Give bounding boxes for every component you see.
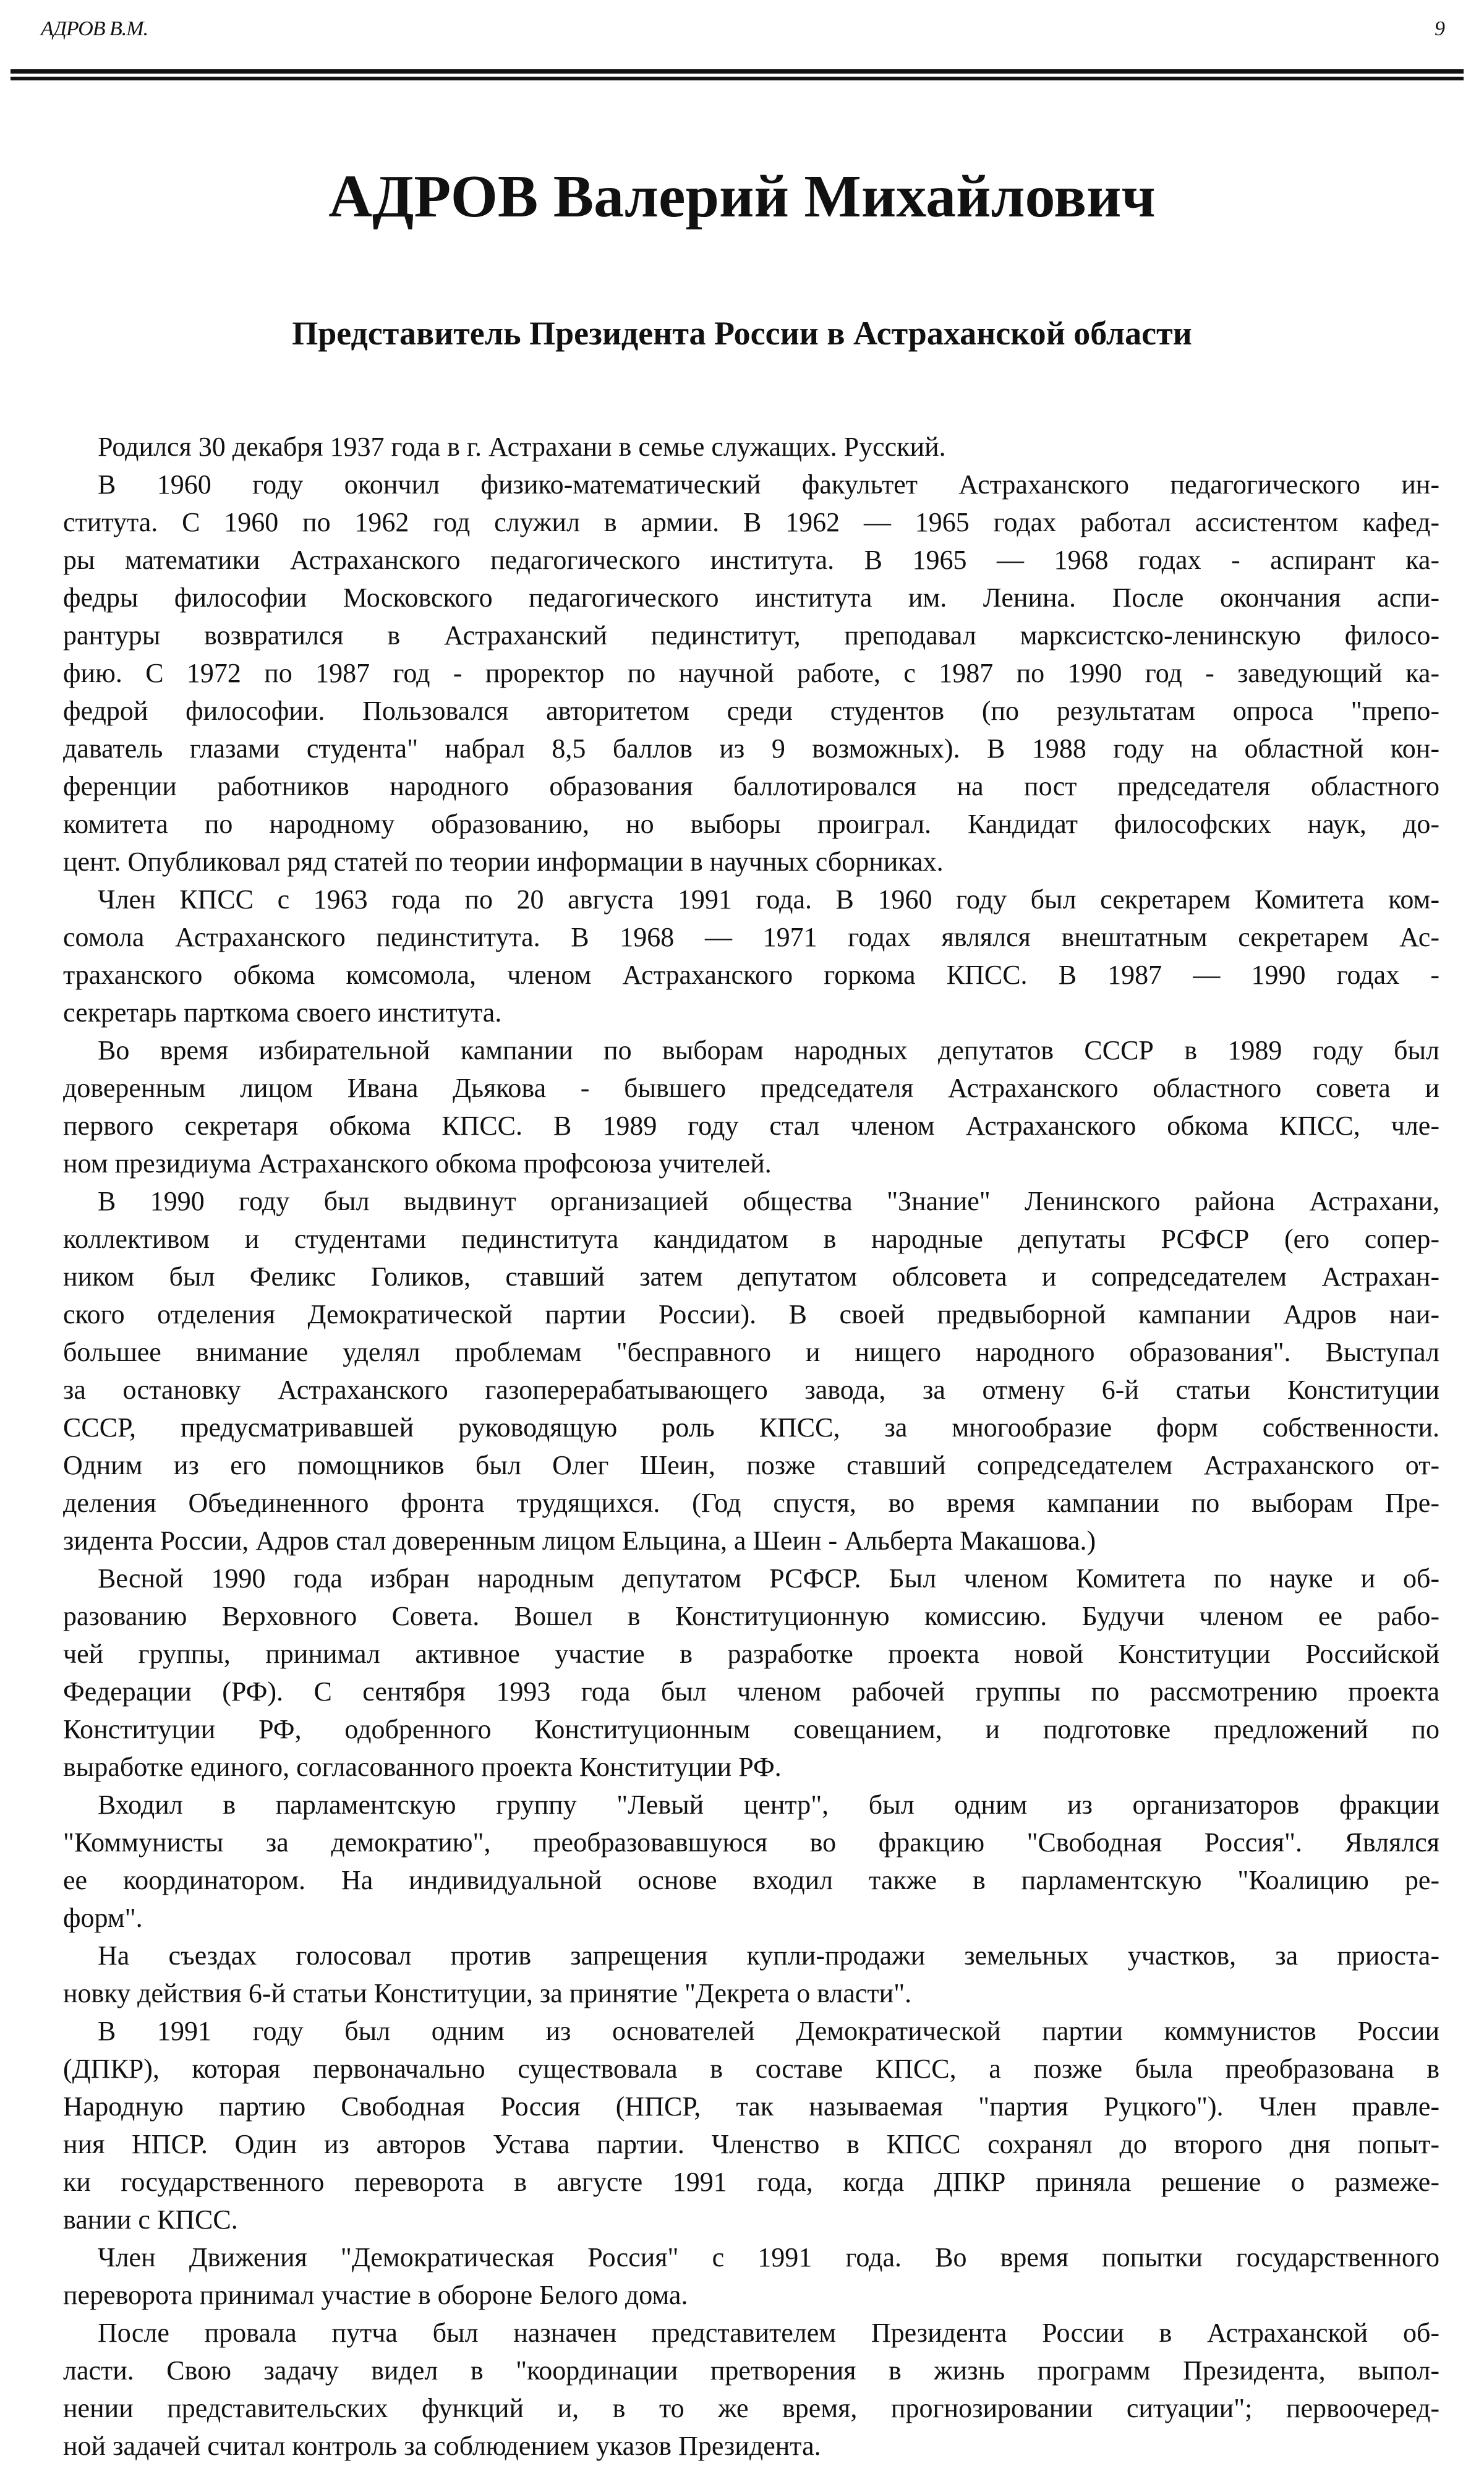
text-line: нении представительских функций и, в то же время, прогнозировании ситуации"; первоочеред- <box>63 2393 1439 2423</box>
text-line: Входил в парламентскую группу "Левый центр", был одним из организаторов фракции <box>98 1790 1439 1820</box>
text-line: ником был Феликс Голиков, ставший затем депутатом облсовета и сопредседателем Астрахан- <box>63 1261 1439 1292</box>
text-line: В 1991 году был одним из основателей Демократической партии коммунистов России <box>98 2016 1439 2046</box>
text-line: СССР, предусматривавшей руководящую роль КПСС, за многообразие форм собственности. <box>63 1412 1439 1443</box>
text-line: форм". <box>63 1903 143 1933</box>
text-line: доверенным лицом Ивана Дьякова - бывшего председателя Астраханского областного совета и <box>63 1073 1439 1103</box>
paragraph <box>63 428 1439 466</box>
text-line: Конституции РФ, одобренного Конституционным совещанием, и подготовке предложений по <box>63 1714 1439 1744</box>
paragraph <box>63 1182 1439 1560</box>
paragraph <box>63 1031 1439 1182</box>
text-line: коллективом и студентами пединститута кандидатом в народные депутаты РСФСР (его сопер- <box>63 1224 1439 1254</box>
text-line: На съездах голосовал против запрещения купли-продажи земельных участков, за приоста- <box>98 1940 1439 1971</box>
text-line: за остановку Астраханского газоперерабатывающего завода, за отмену 6-й статьи Конституции <box>63 1375 1439 1405</box>
paragraph <box>63 881 1439 1031</box>
running-head: АДРОВ В.М. <box>41 17 148 40</box>
text-line: В 1990 году был выдвинут организацией общества "Знание" Ленинского района Астрахани, <box>98 1186 1439 1216</box>
text-line: Весной 1990 года избран народным депутатом РСФСР. Был членом Комитета по науке и об- <box>98 1563 1439 1594</box>
paragraph <box>63 1560 1439 1786</box>
page-subtitle: Представитель Президента России в Астраханской области <box>292 315 1192 352</box>
text-line: разованию Верховного Совета. Вошел в Конституционную комиссию. Будучи членом ее рабо- <box>63 1601 1439 1631</box>
text-line: чей группы, принимал активное участие в разработке проекта новой Конституции Российской <box>63 1639 1439 1669</box>
paragraph <box>63 1786 1439 1937</box>
text-line: федрой философии. Пользовался авторитетом среди студентов (по результатам опроса "препо- <box>63 696 1439 726</box>
text-line: ференции работников народного образования баллотировался на пост председателя областного <box>63 771 1439 801</box>
text-line: ского отделения Демократической партии России). В своей предвыборной кампании Адров наи- <box>63 1299 1439 1329</box>
text-line: фию. С 1972 по 1987 год - проректор по научной работе, с 1987 по 1990 год - заведующий ка- <box>63 658 1439 688</box>
text-line: траханского обкома комсомола, членом Астраханского горкома КПСС. В 1987 — 1990 годах - <box>63 960 1439 990</box>
text-line: (ДПКР), которая первоначально существовала в составе КПСС, а позже была преобразована в <box>63 2054 1439 2084</box>
text-line: Член Движения "Демократическая Россия" с 1991 года. Во время попытки государственного <box>98 2242 1439 2272</box>
text-line: ной задачей считал контроль за соблюдением указов Президента. <box>63 2431 821 2461</box>
text-line: ее координатором. На индивидуальной основе входил также в парламентскую "Коалицию ре- <box>63 1865 1439 1895</box>
text-line: рантуры возвратился в Астраханский пединститут, преподавал марксистско-ленинскую филосо- <box>63 620 1439 651</box>
text-line: переворота принимал участие в обороне Белого дома. <box>63 2280 688 2310</box>
text-line: деления Объединенного фронта трудящихся. (Год спустя, во время кампании по выборам Пре- <box>63 1488 1439 1518</box>
text-line: ласти. Свою задачу видел в "координации претворения в жизнь программ Президента, выпол- <box>63 2355 1439 2386</box>
text-line: ки государственного переворота в августе 1991 года, когда ДПКР приняла решение о размеже- <box>63 2167 1439 2197</box>
paragraph <box>63 2238 1439 2314</box>
text-line: зидента России, Адров стал доверенным лицом Ельцина, а Шеин - Альберта Макашова.) <box>63 1525 1096 1556</box>
text-line: ститута. С 1960 по 1962 год служил в армии. В 1962 — 1965 годах работал ассистентом кафед- <box>63 507 1439 537</box>
text-line: сомола Астраханского пединститута. В 1968 — 1971 годах являлся внештатным секретарем Ас- <box>63 922 1439 952</box>
text-line: федры философии Московского педагогического института им. Ленина. После окончания аспи- <box>63 582 1439 613</box>
text-line: ном президиума Астраханского обкома профсоюза учителей. <box>63 1148 772 1179</box>
text-line: новку действия 6-й статьи Конституции, за принятие "Декрета о власти". <box>63 1978 912 2008</box>
paragraph <box>63 466 1439 881</box>
text-line: В 1960 году окончил физико-математический факультет Астраханского педагогического ин- <box>98 469 1439 500</box>
text-line: цент. Опубликовал ряд статей по теории информации в научных сборниках. <box>63 847 944 877</box>
text-line: выработке единого, согласованного проекта Конституции РФ. <box>63 1752 782 1782</box>
text-line: вании с КПСС. <box>63 2204 238 2235</box>
text-line: ры математики Астраханского педагогического института. В 1965 — 1968 годах - аспирант ка- <box>63 545 1439 575</box>
text-line: первого секретаря обкома КПСС. В 1989 году стал членом Астраханского обкома КПСС, чле- <box>63 1111 1439 1141</box>
text-line: Член КПСС с 1963 года по 20 августа 1991 года. В 1960 году был секретарем Комитета ком- <box>98 884 1439 915</box>
text-line: секретарь парткома своего института. <box>63 997 502 1028</box>
text-line: Федерации (РФ). С сентября 1993 года был членом рабочей группы по рассмотрению проекта <box>63 1676 1439 1707</box>
page-title: АДРОВ Валерий Михайлович <box>328 163 1156 230</box>
text-line: Народную партию Свободная Россия (НПСР, так называемая "партия Руцкого"). Член правле- <box>63 2091 1439 2122</box>
text-line: комитета по народному образованию, но выборы проиграл. Кандидат философских наук, до- <box>63 809 1439 839</box>
text-line: большее внимание уделял проблемам "бесправного и нищего народного образования". Выступал <box>63 1337 1439 1367</box>
page-number: 9 <box>1435 17 1445 40</box>
paragraph <box>63 1937 1439 2012</box>
text-line: Родился 30 декабря 1937 года в г. Астрахани в семье служащих. Русский. <box>98 432 946 462</box>
text-line: Во время избирательной кампании по выборам народных депутатов СССР в 1989 году был <box>98 1035 1439 1065</box>
article-body <box>63 428 1439 2465</box>
paragraph <box>63 2012 1439 2238</box>
text-line: После провала путча был назначен представителем Президента России в Астраханской об- <box>98 2318 1439 2348</box>
header-rule-bottom <box>11 77 1464 80</box>
text-line: Одним из его помощников был Олег Шеин, позже ставший сопредседателем Астраханского от- <box>63 1450 1439 1480</box>
text-line: даватель глазами студента" набрал 8,5 баллов из 9 возможных). В 1988 году на областной кон- <box>63 733 1439 764</box>
header-rule-top <box>11 69 1464 74</box>
text-line: ния НПСР. Один из авторов Устава партии. Членство в КПСС сохранял до второго дня попыт- <box>63 2129 1439 2159</box>
paragraph <box>63 2314 1439 2465</box>
text-line: "Коммунисты за демократию", преобразовавшуюся во фракцию "Свободная Россия". Являлся <box>63 1827 1439 1858</box>
